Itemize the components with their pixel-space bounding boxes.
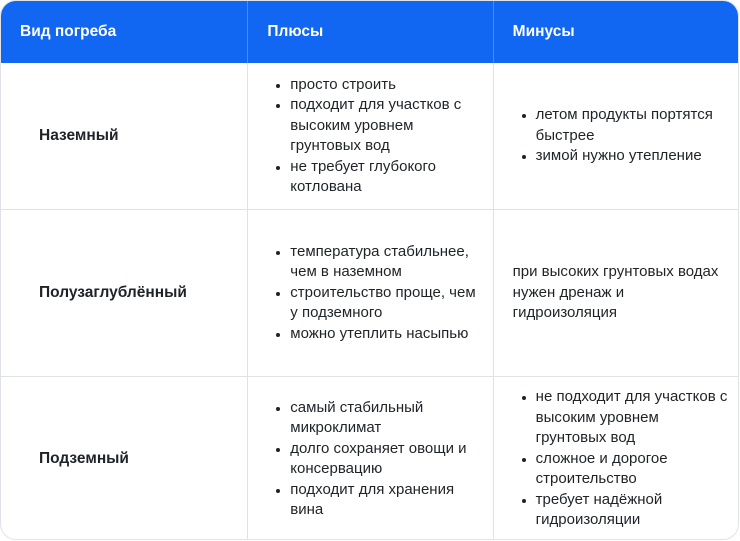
cons-cell (494, 210, 738, 376)
cellar-type-label: Наземный (39, 126, 119, 144)
cons-text: при высоких грунтовых водах нужен дренаж и гидроизоляция (512, 263, 719, 322)
header-cell-type: Вид погреба (1, 1, 248, 63)
cellar-type-label: Подземный (39, 449, 129, 467)
pros-list (274, 75, 478, 198)
table-row (1, 376, 738, 540)
table-row (1, 63, 738, 209)
pros-cell (248, 210, 493, 376)
pros-list (274, 242, 478, 345)
list-item: температура стабильнее, чем в наземном (274, 242, 478, 283)
list-item: летом продукты портятся быстрее (520, 105, 728, 146)
header-cell-cons: Минусы (512, 23, 575, 40)
list-item: не требует глубокого котлована (274, 157, 478, 198)
pros-cell (248, 63, 493, 209)
list-item: подходит для хранения вина (274, 480, 478, 521)
cellar-type (1, 63, 248, 209)
list-item: сложное и дорогое строительство (520, 449, 728, 490)
table-header (1, 1, 738, 63)
list-item: просто строить (274, 75, 478, 96)
list-item: можно утеплить насыпью (274, 324, 478, 345)
list-item: не подходит для участков с высоким уровнем грунтовых вод (520, 387, 728, 449)
pros-list (274, 398, 478, 521)
pros-cell (248, 377, 493, 540)
list-item: требует надёжной гидроизоляции (520, 490, 728, 531)
cellar-type (1, 210, 248, 376)
cons-list (520, 387, 728, 531)
table-row (1, 209, 738, 376)
cellar-type-label: Полузаглублённый (39, 283, 187, 301)
list-item: строительство проще, чем у подземного (274, 283, 478, 324)
cellar-type (1, 377, 248, 540)
cons-cell (494, 377, 738, 540)
header-cell-pros: Плюсы (248, 1, 493, 63)
cons-list (520, 105, 728, 167)
cons-cell (494, 63, 738, 209)
list-item: долго сохраняет овощи и консервацию (274, 439, 478, 480)
list-item: зимой нужно утепление (520, 146, 728, 167)
list-item: подходит для участков с высоким уровнем грунтовых вод (274, 95, 478, 157)
list-item: самый стабильный микроклимат (274, 398, 478, 439)
